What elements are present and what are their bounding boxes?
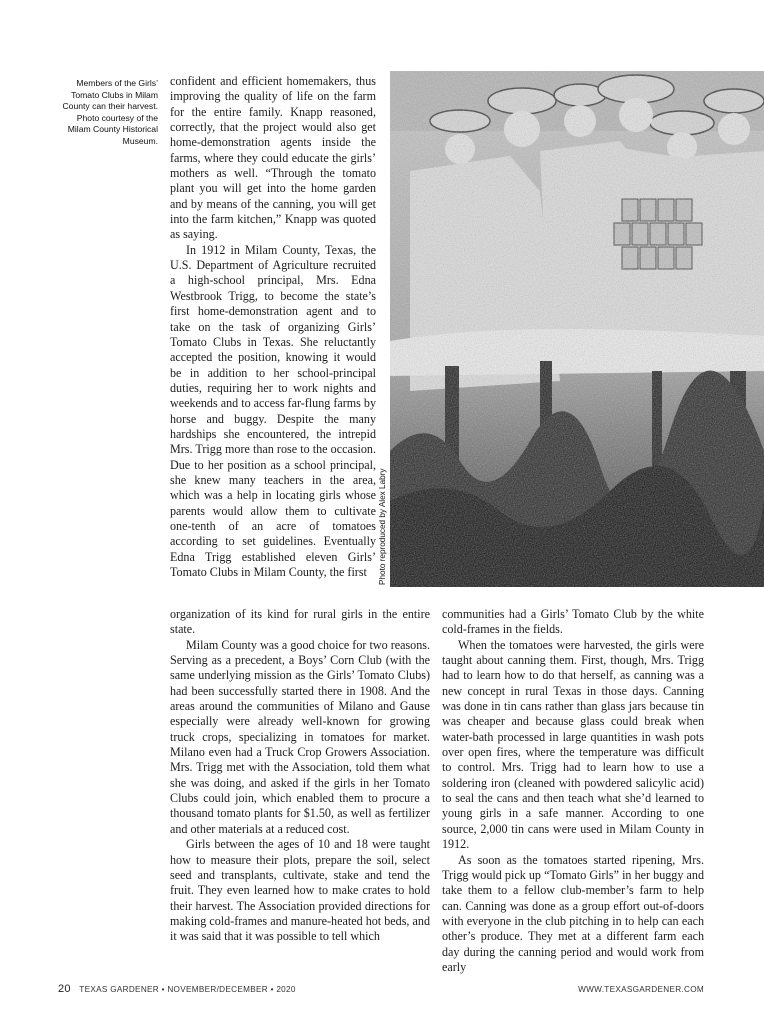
article-column-left — [170, 607, 430, 945]
website-url: WWW.TEXASGARDENER.COM — [578, 985, 704, 994]
photo-caption: Members of the Girls’ Tomato Clubs in Milam County can their harvest. Photo courtesy of the Milam County Historical Museum. — [62, 78, 158, 146]
issue-date: NOVEMBER/DECEMBER — [167, 985, 268, 994]
paragraph: communities had a Girls’ Tomato Club by the white cold-frames in the fields. — [442, 607, 704, 637]
paragraph: As soon as the tomatoes started ripening, Mrs. Trigg would pick up “Tomato Girls” in her buggy and take them to a fellow club-member’s farm to help can. Canning was done as a group effort out-of-doors with everyone in the club pitching in to help can each other’s produce. They met at a different farm each day during the canning period and would work from early — [442, 852, 704, 974]
paragraph: Milam County was a good choice for two reasons. Serving as a precedent, a Boys’ Corn Club (with the same underlying mission as the Girls’ Tomato Clubs) had been successfully started there in 1908. And the areas around the communities of Milano and Gause especially were already well-known for growing truck crops, specializing in tomatoes for market. Milano even had a Truck Crop Growers Association. Mrs. Trigg met with the Association, told them what she was doing, and asked if the girls in her Tomato Clubs could join, which enabled them to procure a thousand tomato plants for $1.50, as well as fertilizer and other materials at a reduced cost. — [170, 637, 430, 836]
article-column-right — [442, 607, 704, 975]
page-footer — [58, 983, 704, 997]
photo-credit: Photo reproduced by Alex Labry — [378, 468, 387, 585]
paragraph: confident and efficient homemakers, thus improving the quality of life on the farm for the entire family. Knapp reasoned, correctly, that the project would also get home-demonstration agents inside the farms, where they could educate the girls’ mothers as well. “Through the tomato plant you will get into the home garden and by means of the canning, you will get into the farm kitchen,” Knapp was quoted as saying. — [170, 74, 376, 242]
footer-separator: • — [270, 985, 274, 994]
paragraph: When the tomatoes were harvested, the girls were taught about canning them. First, though, Mrs. Trigg had to learn how to do that herself, as canning was a new concept in rural Texas in those days. Canning was done in tin cans rather than glass jars because tin was cheaper and because glass could break when water-bath processed in large quantities in wash pots over open fires, where the temperature was difficult to control. Mrs. Trigg had to learn how to use a soldering iron (cleaned with powdered salicylic acid) to seal the cans and then teach what she’d learned to young girls in a safe manner. According to one source, 2,000 tin cans were used in Milam County in 1912. — [442, 637, 704, 852]
publication-name: TEXAS GARDENER — [79, 985, 160, 994]
historical-photo-icon — [390, 71, 764, 587]
issue-year: 2020 — [276, 985, 296, 994]
footer-separator: • — [161, 985, 165, 994]
paragraph: In 1912 in Milam County, Texas, the U.S. Department of Agriculture recruited a high-school principal, Mrs. Edna Westbrook Trigg, to become the state’s first home-demonstration agent and to take on the task of organizing Girls’ Tomato Clubs in Texas. She reluctantly accepted the position, knowing it would be in addition to her school-principal duties, requiring her to work nights and weekends and to access far-flung farms by horse and buggy. Despite the many hardships she encountered, the intrepid Mrs. Trigg more than rose to the occasion. Due to her position as a school principal, she knew many teachers in the area, which was a help in locating girls whose parents would allow them to cultivate one-tenth of an acre of tomatoes according to set guidelines. Eventually Edna Trigg established eleven Girls’ Tomato Clubs in Milam County, the first — [170, 242, 376, 579]
paragraph: Girls between the ages of 10 and 18 were taught how to measure their plots, prepare the soil, select seed and transplants, cultivate, stake and tend the fruit. They even learned how to make crates to hold their harvest. The Association provided directions for making cold-frames and manure-heated hot beds, and it was said that it was possible to tell which — [170, 837, 430, 944]
footer-left — [58, 983, 296, 995]
paragraph: organization of its kind for rural girls in the entire state. — [170, 607, 430, 637]
historical-photo — [390, 71, 764, 587]
page-number: 20 — [58, 983, 71, 995]
article-column-top — [170, 74, 376, 580]
